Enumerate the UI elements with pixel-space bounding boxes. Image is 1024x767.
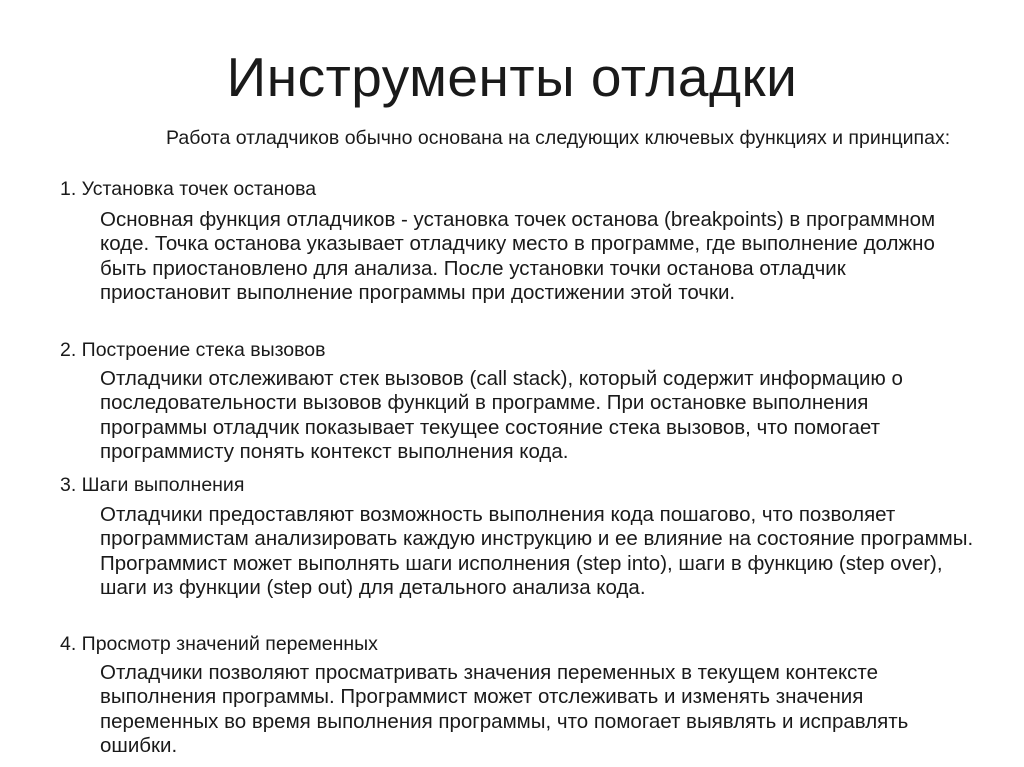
section-heading-breakpoints: 1. Установка точек останова xyxy=(60,178,317,200)
section-heading-call-stack: 2. Построение стека вызовов xyxy=(60,339,326,361)
section-heading-stepping: 3. Шаги выполнения xyxy=(60,474,245,496)
section-heading-variables: 4. Просмотр значений переменных xyxy=(60,633,378,655)
section-text-stepping: Отладчики предоставляют возможность выполнения кода пошагово, что позволяет программистам анализировать каждую инструкцию и ее влияние на состояние программы. Программист может выполнять шаги исполнения (step into), шаги в функцию (step over), шаги из функции (step out) для детального анализа кода. xyxy=(100,503,974,599)
section-text-call-stack: Отладчики отслеживают стек вызовов (call stack), который содержит информацию о последовательности вызовов функций в программе. При остановке выполнения программы отладчик показывает текущее состояние стека вызовов, что помогает программисту понять контекст выполнения кода. xyxy=(100,367,903,463)
slide-title: Инструменты отладки xyxy=(226,46,798,108)
section-text-variables: Отладчики позволяют просматривать значения переменных в текущем контексте выполнения программы. Программист может отслеживать и изменять значения переменных во время выполнения программы, что помогает выявлять и исправлять ошибки. xyxy=(100,661,909,757)
section-text-breakpoints: Основная функция отладчиков - установка точек останова (breakpoints) в программном коде. Точка останова указывает отладчику место в программе, где выполнение должно быть приостановлено для анализа. После установки точки останова отладчик приостановит выполнение программы при достижении этой точки. xyxy=(100,208,936,304)
intro-text: Работа отладчиков обычно основана на следующих ключевых функциях и принципах: xyxy=(166,127,951,149)
